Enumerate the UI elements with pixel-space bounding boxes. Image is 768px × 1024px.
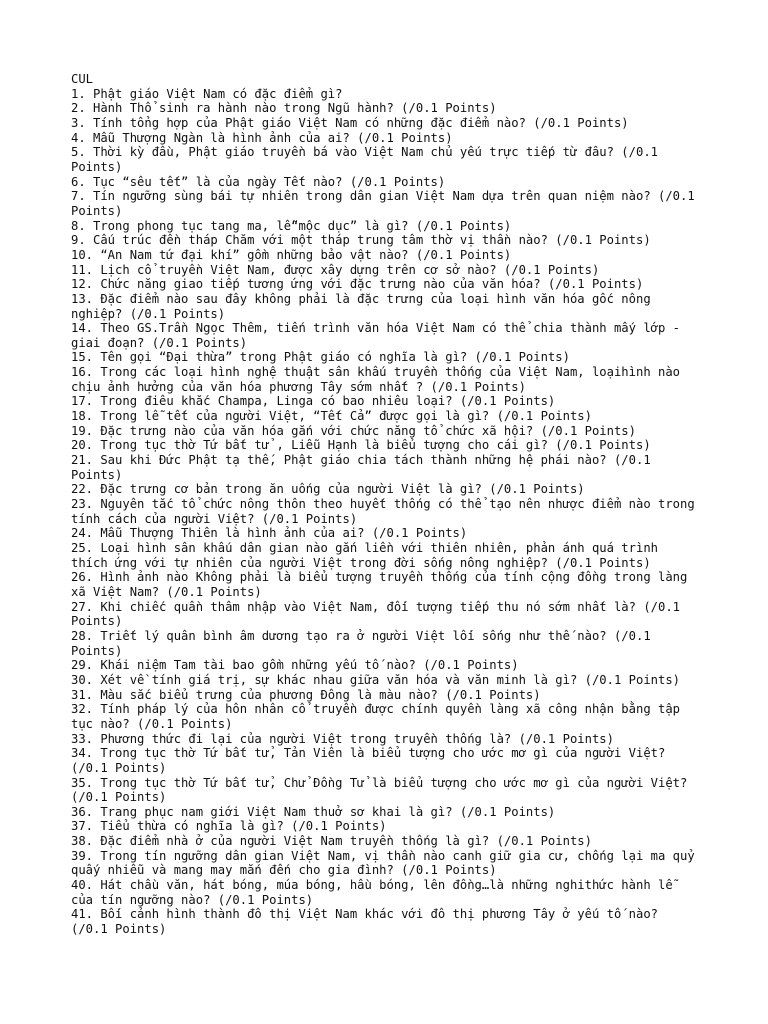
question-item: 39. Trong tín ngưỡng dân gian Việt Nam, vị thần nào canh giữ gia cư, chống lại ma quỷ quấy nhiễu và mang may mắn đến cho gia đình? (/0.1 Points): [71, 848, 703, 878]
question-item: 34. Trong tục thờ Tứ bất tử, Tản Viên là biểu tượng cho ước mơ gì của người Việt? (/0.1 Points): [71, 746, 673, 775]
question-item: 2. Hành Thổ sinh ra hành nào trong Ngũ hành? (/0.1 Points): [71, 101, 497, 116]
question-item: 11. Lịch cổ truyền Việt Nam, được xây dựng trên cơ sở nào? (/0.1 Points): [71, 262, 600, 277]
question-item: 40. Hát chầu văn, hát bóng, múa bóng, hầu bóng, lên đồng…là những nghithức hành lễ của tín ngưỡng nào? (/0.1 Points): [71, 878, 681, 907]
question-item: 10. “An Nam tứ đại khí” gồm những bảo vật nào? (/0.1 Points): [71, 247, 512, 262]
question-item: 5. Thời kỳ đầu, Phật giáo truyền bá vào Việt Nam chủ yếu trực tiếp từ đâu? (/0.1 Points): [71, 145, 666, 174]
question-item: 3. Tính tổng hợp của Phật giáo Việt Nam có những đặc điểm nào? (/0.1 Points): [71, 115, 629, 130]
question-item: 26. Hình ảnh nào Không phải là biểu tượng truyền thống của tính cộng đồng trong làng xã Việt Nam? (/0.1 Points): [71, 570, 695, 599]
question-item: 24. Mẫu Thượng Thiên là hình ảnh của ai? (/0.1 Points): [71, 526, 468, 541]
question-item: 18. Trong lễ tết của người Việt, “Tết Cả” được gọi là gì? (/0.1 Points): [71, 409, 592, 424]
question-item: 28. Triết lý quân bình âm dương tạo ra ở người Việt lối sống như thế nào? (/0.1 Points): [71, 628, 659, 658]
question-item: 36. Trang phục nam giới Việt Nam thuở sơ khai là gì? (/0.1 Points): [71, 804, 556, 819]
question-item: 15. Tên gọi “Đại thừa” trong Phật giáo có nghĩa là gì? (/0.1 Points): [71, 350, 570, 365]
question-list: [71, 87, 701, 937]
question-item: 13. Đặc điểm nào sau đây không phải là đặc trưng của loại hình văn hóa gốc nông nghiệp? (/0.1 Points): [71, 291, 659, 321]
question-item: 41. Bối cảnh hình thành đô thị Việt Nam khác với đô thị phương Tây ở yếu tố nào? (/0.1 Points): [71, 907, 666, 937]
question-item: 19. Đặc trưng nào của văn hóa gắn với chức năng tổ chức xã hội? (/0.1 Points): [71, 423, 636, 438]
document-body: [71, 72, 701, 937]
question-item: 25. Loại hình sân khấu dân gian nào gắn liền với thiên nhiên, phản ánh quá trình thích ứng với tự nhiên của người Việt trong đời sống nông nghiệp? (/0.1 Points): [71, 541, 666, 570]
question-item: 27. Khi chiếc quần thâm nhập vào Việt Nam, đối tượng tiếp thu nó sớm nhất là? (/0.1 Points): [71, 599, 688, 629]
question-item: 20. Trong tục thờ Tứ bất tử , Liễu Hạnh là biểu tượng cho cái gì? (/0.1 Points): [71, 438, 651, 453]
question-item: 21. Sau khi Đức Phật tạ thế, Phật giáo chia tách thành những hệ phái nào? (/0.1 Points): [71, 453, 659, 482]
question-item: 8. Trong phong tục tang ma, lễ“mộc dục” là gì? (/0.1 Points): [71, 218, 512, 233]
question-item: 30. Xét về tính giá trị, sự khác nhau giữa văn hóa và văn minh là gì? (/0.1 Points): [71, 672, 681, 687]
question-item: 1. Phật giáo Việt Nam có đặc điểm gì?: [71, 86, 343, 101]
question-item: 14. Theo GS.Trần Ngọc Thêm, tiến trình văn hóa Việt Nam có thể chia thành mấy lớp - giai đoạn? (/0.1 Points): [71, 321, 688, 350]
question-item: 37. Tiểu thừa có nghĩa là gì? (/0.1 Points): [71, 819, 387, 834]
question-item: 38. Đặc điểm nhà ở của người Việt Nam truyền thống là gì? (/0.1 Points): [71, 834, 592, 849]
question-item: 32. Tính pháp lý của hôn nhân cổ truyền được chính quyền làng xã công nhận bằng tập tục nào? (/0.1 Points): [71, 702, 688, 731]
question-item: 23. Nguyên tắc tổ chức nông thôn theo huyết thống có thể tạo nên nhược điểm nào trong tính cách của người Việt? (/0.1 Points): [71, 497, 703, 526]
question-item: 9. Cấu trúc đền tháp Chăm với một tháp trung tâm thờ vị thần nào? (/0.1 Points): [71, 233, 651, 248]
question-item: 6. Tục “sêu tết” là của ngày Tết nào? (/0.1 Points): [71, 174, 446, 189]
question-item: 12. Chức năng giao tiếp tương ứng với đặc trưng nào của văn hóa? (/0.1 Points): [71, 277, 644, 292]
question-item: 16. Trong các loại hình nghệ thuật sân khấu truyền thống của Việt Nam, loạihình nào chịu ảnh hưởng của văn hóa phương Tây sớm nhất ? (/0.1 Points): [71, 365, 688, 394]
question-item: 4. Mẫu Thượng Ngàn là hình ảnh của ai? (/0.1 Points): [71, 130, 453, 145]
question-item: 22. Đặc trưng cơ bản trong ăn uống của người Việt là gì? (/0.1 Points): [71, 482, 585, 497]
question-item: 31. Màu sắc biểu trưng của phương Đông là màu nào? (/0.1 Points): [71, 687, 541, 702]
document-header: CUL: [71, 72, 94, 86]
question-item: 17. Trong điêu khắc Champa, Linga có bao nhiêu loại? (/0.1 Points): [71, 394, 556, 409]
question-item: 35. Trong tục thờ Tứ bất tử, Chử Đồng Tử là biểu tượng cho ước mơ gì của người Việt? (/0.1 Points): [71, 775, 695, 805]
question-item: 29. Khái niệm Tam tài bao gồm những yếu tố nào? (/0.1 Points): [71, 658, 519, 673]
question-item: 33. Phương thức đi lại của người Việt trong truyền thống là? (/0.1 Points): [71, 731, 614, 746]
question-item: 7. Tín ngưỡng sùng bái tự nhiên trong dân gian Việt Nam dựa trên quan niệm nào? (/0.1 Points): [71, 189, 703, 218]
